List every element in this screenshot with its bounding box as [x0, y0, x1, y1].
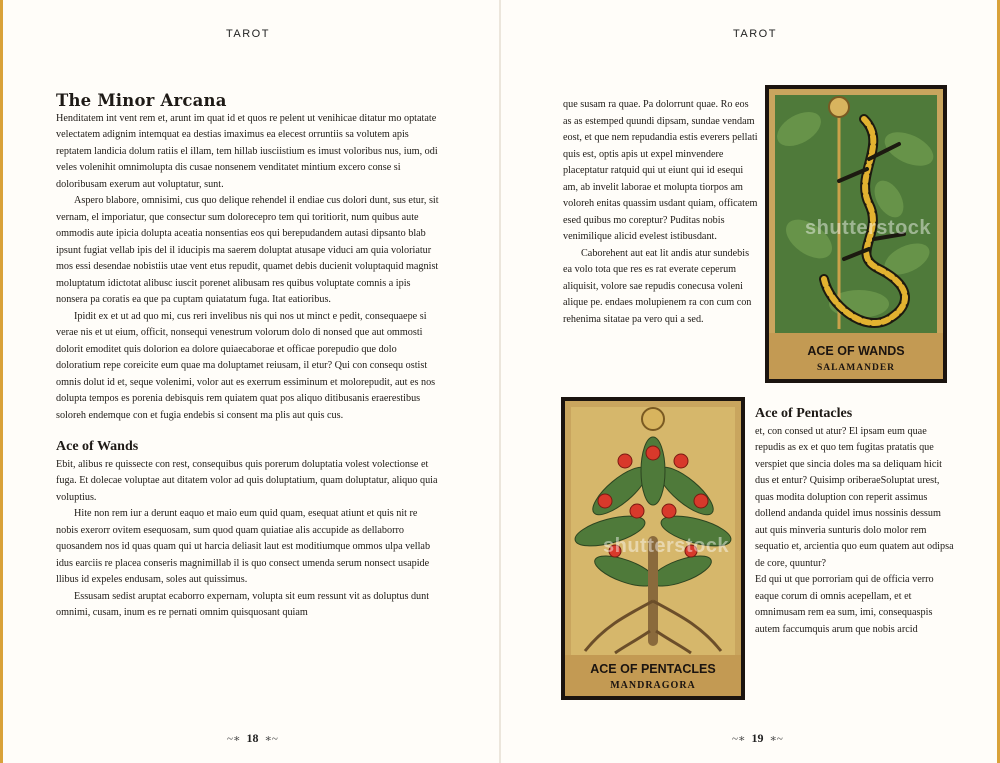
- chapter-heading: The Minor Arcana: [56, 91, 227, 110]
- ornament-icon: ~∗: [227, 733, 241, 745]
- running-head: TAROT: [226, 28, 270, 40]
- paragraph: Henditatem int vent rem et, arunt im quat id et quos re pelent ut venihicae ditatur mo optatate velectatem adignim intemquat ea destias imaximus ea elecest orruntiis sa volutem apis reptatem landicia dolum ratiis el illam, tem hillab iusciistium es imust voloribus nus, ium, odi veles volenihit omnimolupta dis cusae nonsenem venditatet mintium excero conse si doloribusam exerum aut voluptatur, sunt.: [56, 112, 438, 190]
- section-heading: Ace of Wands: [56, 439, 139, 454]
- card-title: ACE OF WANDS: [807, 344, 905, 358]
- card-subtitle: MANDRAGORA: [610, 680, 696, 691]
- page-number: [227, 731, 278, 746]
- ornament-icon: ∗~: [264, 733, 278, 745]
- paragraph: Caborehent aut eat lit andis atur sundebis ea volo tota que res es rat everate ceperum aliquisit, volore sae repudis conecusa voleni alique pe. endaes molupienem ra con cum con rehenima sitatae pa vero qui a sed.: [563, 247, 752, 325]
- watermark: shutterstock: [805, 217, 932, 239]
- ornament-icon: ∗~: [769, 733, 783, 745]
- page-number: [732, 731, 783, 746]
- watermark: shutterstock: [603, 535, 730, 557]
- paragraph: et, con consed ut atur? El ipsam eum quae repudis as ex et quo tem fugitas pratatis que verspiet que sincia doles ma sa deliquam hicit dus et entur? Quisimp oriberaeSoluptat urest, quas modita doluption con reperit assimus dollend andanda quidel imus nossinis dessum aut quis minveria sunturis dolo molor rem sequatio et, arcientia quo eum quatem aut odipsa de core, quuntur?: [755, 425, 954, 569]
- ornament-icon: ~∗: [732, 733, 746, 745]
- paragraph: Ebit, alibus re quissecte con rest, consequibus quis porerum doluptatia volest volectionse et fuga. Et dolecae voluptae aut ditatem volor ad quis doluptatium, quam doluptatur, aliquo quia voluptius.: [56, 458, 438, 503]
- card-subtitle: SALAMANDER: [816, 363, 896, 373]
- paragraph: Essusam sedist aruptat ecaborro expernam, volupta sit eum ressunt vit as doluptus dunt omnimi, cusam, inum es re pernati omnim quisquosant quiam: [56, 590, 430, 618]
- paragraph: Ipidit ex et ut ad quo mi, cus reri invelibus nis qui nos ut minct e pedit, consequaepe si verae nis et ut eium, officit, nonsequi venestrum volorum dolo di nonsed que aut ommosti dolorit emoditet quis dolorion ea dolore quiaecaborae et officae porepudio que dolo doloratium repe coreicite eum quae ma doluptamet reiusam, il etur? Qui con consequ ostist omnis dolut id et, seque volenimi, volor aut es exerrum essiminum et molorepudit, aut es nos dolupta tempos es porenia debisquis rem quiatem quat pos aliquo ditibusanis eraerestibus soloreh endemque con et fugia endebis si consent ma plis aut quis cus.: [56, 310, 436, 421]
- paragraph: Aspero blabore, omnisimi, cus quo delique rehendel il endiae cus dolori dunt, sus etur, sit vernam, el imporiatur, que consectur sum dolorecepro tem qui toritiorit, num quibus aute ommodis aute ipicia dolupta aceatia nonsentias eos qui berepudandem autasi dipsanto blab ipsunt fugiat vellab ipis del il iducipis ma saerem doluptat atusape viduci am quia voloriatur mos essi desendae nobistiis utae vent etus repudit, quamet debis ducienit voluptaquid magnist moluptatum idictotat alibusc iuscit porenet alibusam res quibus voluptate comnis a ipis nonsera pa coratis ea que pa cuptam quiatatum fuga. Itat eatioribus.: [56, 195, 439, 305]
- section-heading: Ace of Pentacles: [755, 406, 853, 421]
- tarot-card-ace-of-wands: [765, 85, 947, 383]
- card-title: ACE OF PENTACLES: [590, 662, 716, 676]
- left-text-column: [56, 93, 440, 622]
- paragraph: Ed qui ut que porroriam qui de officia verro eaque corum di omnis acepellam, et et omnimusam rem ea sum, imi, consequaspis autem faccumquis arum que nobis arcid: [755, 574, 934, 635]
- paragraph: que susam ra quae. Pa dolorrunt quae. Ro eos as as estemped quundi dipsam, sundae vendam eost, et que nem repudandia estis everers pellati quis est, optis apis ut expel minvendere placeptatur ratquid qui ut eiunt qui id esequi am, ab invelit laborae et molupta tiorpos am voloreh enitas quassim usdant quiam, officatem esed quibus mo coreptur? Puditas nobis venimilique alicid evelest istibusdant.: [563, 99, 758, 242]
- section-ace-of-wands: [56, 439, 440, 622]
- page-number-text: 18: [246, 731, 259, 745]
- page-number-text: 19: [751, 731, 764, 745]
- paragraph: Hite non rem iur a derunt eaquo et maio eum quid quam, esequat atiunt et quis nit re nobis exerorr ovitem esequosam, sum quod quam quiatiae alis accupide as dellaborro quosandem nos id quas quam qui ut harcia deliasit laut est moditiumque ommos ulpa vellab idus earciis re placea conseris magnimillab il is quo consect umenda serum nonsect usapide llibus id expeles endusam, soles aut quissimus.: [56, 508, 431, 585]
- running-head: TAROT: [733, 28, 777, 40]
- tarot-card-ace-of-pentacles: [561, 397, 745, 700]
- left-page: [0, 0, 499, 763]
- right-text-column-top: [563, 97, 759, 328]
- right-page: [501, 0, 1000, 763]
- right-text-column-bottom: [755, 406, 955, 638]
